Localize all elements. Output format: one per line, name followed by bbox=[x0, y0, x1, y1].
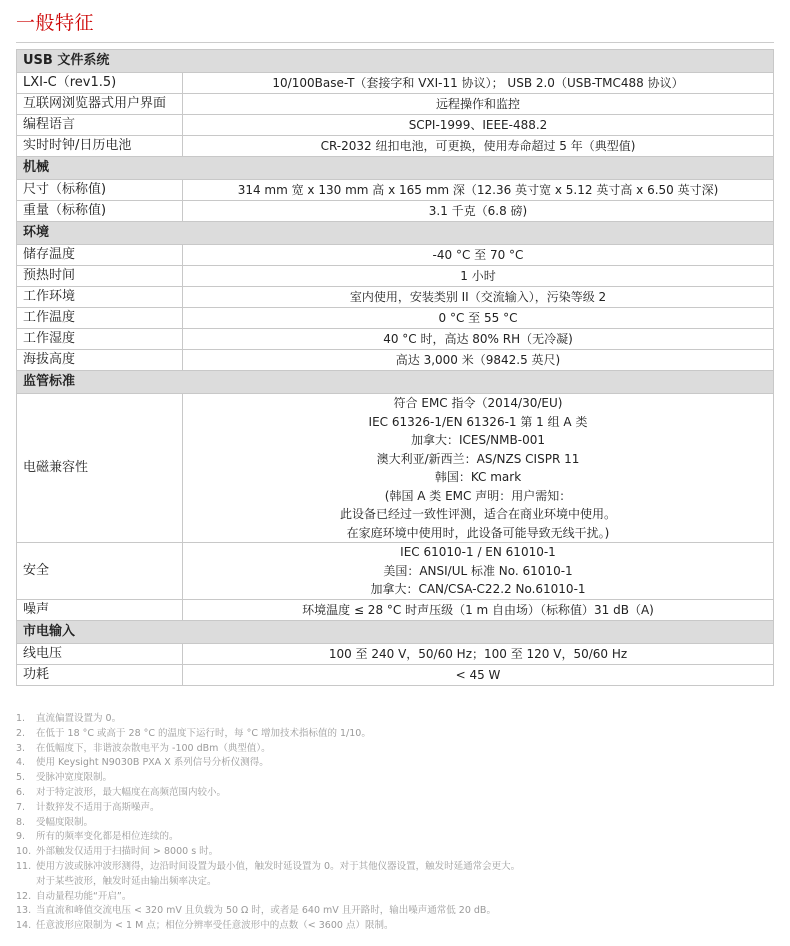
table-row bbox=[17, 329, 774, 350]
footnote bbox=[16, 742, 776, 757]
safety-line: IEC 61010-1 / EN 61010-1 bbox=[400, 545, 556, 559]
table-row bbox=[17, 266, 774, 287]
title-divider bbox=[16, 42, 774, 43]
table-row bbox=[17, 287, 774, 308]
row-value: 远程操作和监控 bbox=[183, 94, 774, 115]
table-row bbox=[17, 73, 774, 94]
footnote-text: 自动量程功能“开启”。 bbox=[36, 890, 132, 902]
row-value: 环境温度 ≤ 28 °C 时声压级（1 m 自由场）（标称值）31 dB（A) bbox=[183, 599, 774, 620]
footnote-number: 6. bbox=[16, 786, 26, 798]
row-key: 尺寸（标称值) bbox=[17, 180, 183, 201]
table-row bbox=[17, 136, 774, 157]
footnotes bbox=[16, 712, 776, 934]
row-key: 互联网浏览器式用户界面 bbox=[17, 94, 183, 115]
emc-line: (韩国 A 类 EMC 声明：用户需知： bbox=[384, 488, 572, 503]
row-value: 314 mm 宽 x 130 mm 高 x 165 mm 深（12.36 英寸宽 x 5.12 英寸高 x 6.50 英寸深) bbox=[183, 180, 774, 201]
row-key: 实时时钟/日历电池 bbox=[17, 136, 183, 157]
row-key: 工作温度 bbox=[17, 308, 183, 329]
emc-line: 符合 EMC 指令（2014/30/EU) bbox=[393, 396, 563, 410]
footnote-text: 计数猝发不适用于高斯噪声。 bbox=[36, 801, 160, 813]
section-header-env bbox=[17, 222, 774, 245]
section-header-mech bbox=[17, 157, 774, 180]
section-header-regulatory bbox=[17, 371, 774, 394]
row-key: LXI-C（rev1.5) bbox=[17, 73, 183, 94]
spec-table bbox=[16, 49, 774, 686]
footnote-text: 外部触发仅适用于扫描时间 > 8000 s 时。 bbox=[36, 846, 219, 858]
emc-line: 韩国：KC mark bbox=[434, 470, 522, 484]
row-value: 0 °C 至 55 °C bbox=[183, 308, 774, 329]
footnote bbox=[16, 860, 776, 875]
row-value-multiline bbox=[183, 394, 774, 543]
footnote-number: 8. bbox=[16, 816, 26, 828]
table-row bbox=[17, 94, 774, 115]
footnote bbox=[16, 904, 776, 919]
table-row bbox=[17, 180, 774, 201]
footnote bbox=[16, 712, 776, 727]
footnote-continuation bbox=[16, 875, 776, 890]
row-key: 线电压 bbox=[17, 643, 183, 664]
section-title: 机械 bbox=[17, 157, 774, 180]
footnote-text: 受脉冲宽度限制。 bbox=[36, 772, 113, 784]
footnote-number: 13. bbox=[16, 905, 32, 917]
emc-line: 加拿大：ICES/NMB-001 bbox=[411, 433, 545, 447]
table-row bbox=[17, 308, 774, 329]
footnote-text: 使用方波或脉冲波形测得，边沿时间设置为最小值，触发时延设置为 0。对于其他仪器设置，触发时延通常会更大。 bbox=[36, 860, 521, 872]
footnote-number: 14. bbox=[16, 920, 32, 932]
footnote-text: 对于某些波形，触发时延由输出频率决定。 bbox=[36, 875, 217, 887]
section-header-mains bbox=[17, 620, 774, 643]
row-value: 10/100Base-T（套接字和 VXI-11 协议）； USB 2.0（USB-TMC488 协议） bbox=[183, 73, 774, 94]
footnote-text: 在低于 18 °C 或高于 28 °C 的温度下运行时，每 °C 增加技术指标值的 1/10。 bbox=[36, 727, 371, 739]
footnote-text: 当直流和峰值交流电压 < 320 mV 且负载为 50 Ω 时，或者是 640 mV 且开路时，输出噪声通常低 20 dB。 bbox=[36, 905, 496, 917]
table-row-safety bbox=[17, 543, 774, 600]
footnote-number: 1. bbox=[16, 713, 26, 724]
safety-line: 加拿大：CAN/CSA-C22.2 No.61010-1 bbox=[370, 582, 586, 596]
footnote bbox=[16, 771, 776, 786]
footnote-number: 11. bbox=[16, 860, 32, 872]
footnote bbox=[16, 801, 776, 816]
footnote bbox=[16, 919, 776, 934]
table-row bbox=[17, 115, 774, 136]
footnote-number: 9. bbox=[16, 831, 26, 843]
row-key: 噪声 bbox=[17, 599, 183, 620]
row-key: 安全 bbox=[17, 543, 183, 600]
footnote-text: 所有的频率变化都是相位连续的。 bbox=[36, 831, 179, 843]
footnote-number: 7. bbox=[16, 801, 26, 813]
emc-line: 在家庭环境中使用时，此设备可能导致无线干扰。) bbox=[346, 525, 610, 540]
row-key: 储存温度 bbox=[17, 245, 183, 266]
row-key: 功耗 bbox=[17, 664, 183, 685]
footnote-number: 12. bbox=[16, 890, 32, 902]
row-value: -40 °C 至 70 °C bbox=[183, 245, 774, 266]
row-key: 预热时间 bbox=[17, 266, 183, 287]
row-value: CR-2032 纽扣电池，可更换，使用寿命超过 5 年（典型值) bbox=[183, 136, 774, 157]
page-title: 一般特征 bbox=[16, 12, 95, 34]
safety-line: 美国：ANSI/UL 标准 No. 61010-1 bbox=[383, 563, 573, 578]
row-key: 工作湿度 bbox=[17, 329, 183, 350]
emc-line: 此设备已经过一致性评测，适合在商业环境中使用。 bbox=[339, 507, 616, 521]
row-value: 100 至 240 V，50/60 Hz；100 至 120 V，50/60 Hz bbox=[183, 643, 774, 664]
footnote-number: 3. bbox=[16, 742, 26, 754]
row-value: 室内使用，安装类别 II（交流输入），污染等级 2 bbox=[183, 287, 774, 308]
row-value: 1 小时 bbox=[183, 266, 774, 287]
table-row bbox=[17, 643, 774, 664]
table-row bbox=[17, 664, 774, 685]
footnote bbox=[16, 756, 776, 771]
footnote bbox=[16, 830, 776, 845]
section-title: 监管标准 bbox=[17, 371, 774, 394]
row-key: 海拔高度 bbox=[17, 350, 183, 371]
row-value: 高达 3,000 米（9842.5 英尺) bbox=[183, 350, 774, 371]
footnote-number: 10. bbox=[16, 846, 32, 858]
row-value: 3.1 千克（6.8 磅) bbox=[183, 201, 774, 222]
section-title: 市电输入 bbox=[17, 620, 774, 643]
footnote bbox=[16, 890, 776, 905]
table-row-noise bbox=[17, 599, 774, 620]
section-title: 环境 bbox=[17, 222, 774, 245]
table-row bbox=[17, 245, 774, 266]
table-row-emc bbox=[17, 394, 774, 543]
footnote-number: 2. bbox=[16, 727, 26, 739]
row-value: 40 °C 时，高达 80% RH（无冷凝) bbox=[183, 329, 774, 350]
row-value: SCPI-1999、IEEE-488.2 bbox=[183, 115, 774, 136]
footnote bbox=[16, 845, 776, 860]
footnote bbox=[16, 727, 776, 742]
row-value: < 45 W bbox=[183, 664, 774, 685]
footnote-number: 4. bbox=[16, 757, 26, 769]
section-title: USB 文件系统 bbox=[17, 50, 774, 73]
row-key: 编程语言 bbox=[17, 115, 183, 136]
row-key: 工作环境 bbox=[17, 287, 183, 308]
table-row bbox=[17, 201, 774, 222]
footnote-text: 任意波形应限制为 < 1 M 点；相位分辨率受任意波形中的点数（< 3600 点）限制。 bbox=[36, 920, 394, 932]
row-value-multiline bbox=[183, 543, 774, 600]
footnote-text: 使用 Keysight N9030B PXA X 系列信号分析仪测得。 bbox=[36, 757, 269, 769]
footnote-number: 5. bbox=[16, 772, 26, 784]
footnote bbox=[16, 816, 776, 831]
emc-line: IEC 61326-1/EN 61326-1 第 1 组 A 类 bbox=[368, 414, 588, 429]
footnote-text: 在低幅度下，非谐波杂散电平为 -100 dBm（典型值）。 bbox=[36, 742, 271, 754]
row-key: 电磁兼容性 bbox=[17, 394, 183, 543]
section-header-usb bbox=[17, 50, 774, 73]
footnote-text: 对于特定波形，最大幅度在高频范围内较小。 bbox=[36, 786, 227, 798]
row-key: 重量（标称值) bbox=[17, 201, 183, 222]
footnote-text: 直流偏置设置为 0。 bbox=[36, 713, 122, 724]
table-row bbox=[17, 350, 774, 371]
emc-line: 澳大利亚/新西兰：AS/NZS CISPR 11 bbox=[376, 451, 580, 466]
footnote bbox=[16, 786, 776, 801]
footnote-text: 受幅度限制。 bbox=[36, 816, 94, 828]
